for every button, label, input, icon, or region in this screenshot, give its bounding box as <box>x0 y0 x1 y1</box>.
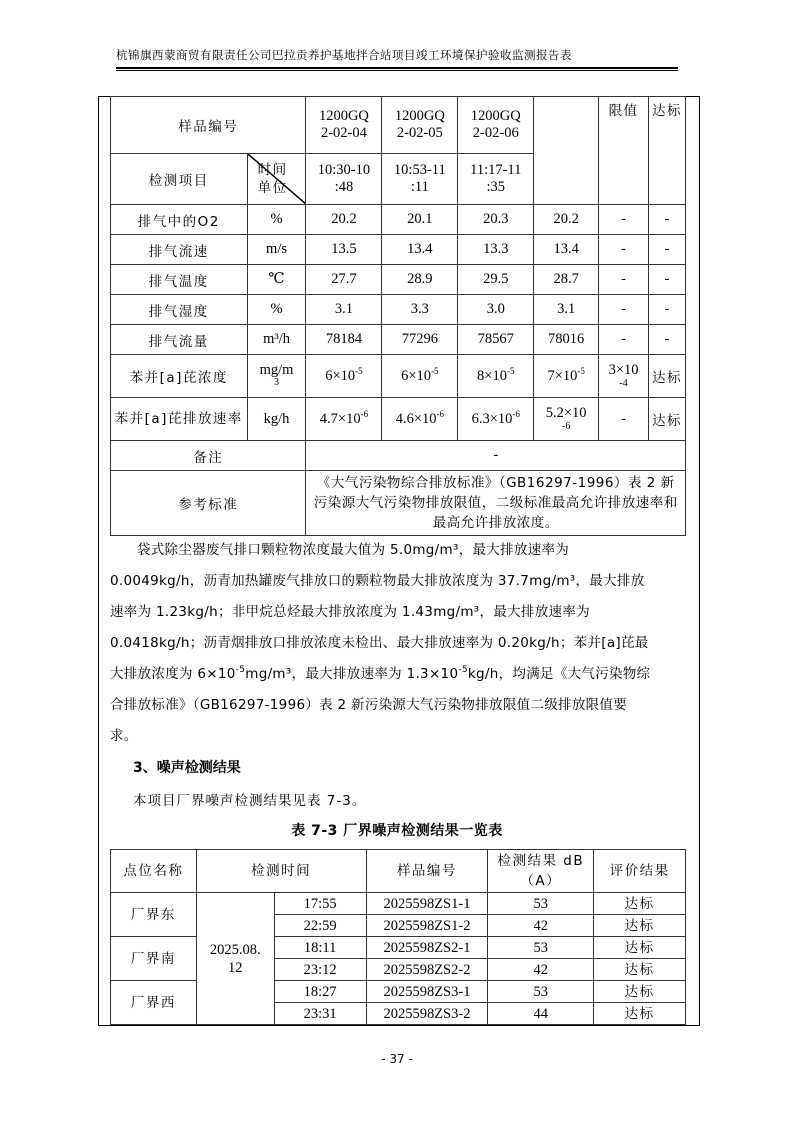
value-cell: $4.6\times 10^{-6}$ <box>382 398 458 441</box>
page-number: - 37 - <box>381 1052 413 1066</box>
average-cell: $7\times 10^{-5}$ <box>534 355 599 398</box>
value-cell: 27.7 <box>306 265 382 295</box>
sample-time-cell: 10:53-11 :11 <box>382 154 458 205</box>
value-cell: $4.7\times 10^{-6}$ <box>306 398 382 441</box>
result-value-cell: 53 <box>488 981 594 1003</box>
item-cell: 苯并[a]芘浓度 <box>111 355 248 398</box>
table-row <box>111 265 686 295</box>
noise-monitoring-table <box>110 849 686 1025</box>
unit-cell: m/s <box>247 235 306 265</box>
table-row <box>111 205 686 235</box>
note-label: 备注 <box>111 441 306 471</box>
sample-id-label: 样品编号 <box>111 97 306 154</box>
result-value-cell: 42 <box>488 959 594 981</box>
unit-cell: % <box>247 205 306 235</box>
item-cell: 排气流量 <box>111 325 248 355</box>
header-divider <box>116 67 678 69</box>
evaluation-cell: 达标 <box>594 981 686 1003</box>
value-cell: $6\times 10^{-5}$ <box>306 355 382 398</box>
sample-id-cell: 2025598ZS2-1 <box>366 937 488 959</box>
reference-label: 参考标准 <box>111 471 306 536</box>
sample-id-cell: 2025598ZS3-1 <box>366 981 488 1003</box>
limit-cell: - <box>599 265 649 295</box>
value-cell: 20.2 <box>306 205 382 235</box>
value-cell: 13.5 <box>306 235 382 265</box>
evaluation-cell: 达标 <box>594 893 686 915</box>
table-row <box>111 295 686 325</box>
paragraph-line: 速率为 1.23kg/h；非甲烷总烃最大排放浓度为 1.43mg/m³，最大排放速率为 <box>110 604 590 620</box>
value-cell: $6.3\times 10^{-6}$ <box>458 398 534 441</box>
value-cell: 20.1 <box>382 205 458 235</box>
table-row-note <box>111 441 686 471</box>
sample-time-cell: 11:17-11 :35 <box>458 154 534 205</box>
header-divider-thin <box>116 70 678 71</box>
result-value-cell: 53 <box>488 937 594 959</box>
compliance-cell: - <box>649 325 686 355</box>
sample-time-cell: 10:30-10 :48 <box>306 154 382 205</box>
time-cell: 23:31 <box>274 1003 366 1025</box>
evaluation-cell: 达标 <box>594 937 686 959</box>
table-row <box>111 893 686 915</box>
unit-cell: % <box>247 295 306 325</box>
result-value-cell: 44 <box>488 1003 594 1025</box>
table-row-bap-rate <box>111 398 686 441</box>
value-cell: 3.3 <box>382 295 458 325</box>
table-row <box>111 235 686 265</box>
value-cell: 3.1 <box>306 295 382 325</box>
time-cell: 22:59 <box>274 915 366 937</box>
compliance-cell: - <box>649 265 686 295</box>
limit-cell: - <box>599 205 649 235</box>
location-cell: 厂界东 <box>111 893 197 937</box>
value-cell: 13.3 <box>458 235 534 265</box>
value-cell: 28.9 <box>382 265 458 295</box>
paragraph-line: 合排放标准》（GB16297-1996）表 2 新污染源大气污染物排放限值二级排放限值要 <box>110 697 628 713</box>
limit-cell: - <box>599 295 649 325</box>
limit-cell: - <box>599 325 649 355</box>
value-cell: 77296 <box>382 325 458 355</box>
value-cell: 3.0 <box>458 295 534 325</box>
time-cell: 18:27 <box>274 981 366 1003</box>
paragraph-line: 大排放浓度为 $6\times 10^{-5}mg/m^3$，最大排放速率为 $1.3\times 10^{-5}kg/h$，均满足《大气污染物综 <box>110 665 651 682</box>
average-header-cell <box>534 97 599 205</box>
unit-cell: kg/h <box>247 398 306 441</box>
col-header-location: 点位名称 <box>111 850 197 893</box>
paragraph-line: 0.0418kg/h；沥青烟排放口排放浓度未检出、最大排放速率为 0.20kg/h；苯并[a]芘最 <box>110 635 649 651</box>
col-header-evaluation: 评价结果 <box>594 850 686 893</box>
average-cell: 78016 <box>534 325 599 355</box>
time-cell: 17:55 <box>274 893 366 915</box>
unit-label: 单位 <box>257 180 288 196</box>
sample-id-cell: 1200GQ 2-02-04 <box>306 97 382 154</box>
result-value-cell: 53 <box>488 893 594 915</box>
item-cell: 苯并[a]芘排放速率 <box>111 398 248 441</box>
table-header-row <box>111 97 686 154</box>
value-cell: $8\times 10^{-5}$ <box>458 355 534 398</box>
section-heading-noise: 3、噪声检测结果 <box>133 760 241 776</box>
value-cell: $6\times 10^{-5}$ <box>382 355 458 398</box>
average-cell: 13.4 <box>534 235 599 265</box>
average-cell: 20.2 <box>534 205 599 235</box>
item-cell: 排气温度 <box>111 265 248 295</box>
col-header-sample-id: 样品编号 <box>366 850 488 893</box>
col-header-result: 检测结果 dB （A） <box>488 850 594 893</box>
compliance-cell: - <box>649 295 686 325</box>
paragraph-line: 求。 <box>110 728 138 744</box>
value-cell: 13.4 <box>382 235 458 265</box>
limit-header: 限值 <box>599 97 649 205</box>
location-cell: 厂界西 <box>111 981 197 1025</box>
item-cell: 排气湿度 <box>111 295 248 325</box>
time-cell: 23:12 <box>274 959 366 981</box>
limit-cell: - <box>599 398 649 441</box>
value-cell: 78184 <box>306 325 382 355</box>
evaluation-cell: 达标 <box>594 1003 686 1025</box>
compliance-cell: - <box>649 205 686 235</box>
compliance-cell: 达标 <box>649 398 686 441</box>
compliance-header: 达标 <box>649 97 686 205</box>
sample-id-cell: 2025598ZS1-2 <box>366 915 488 937</box>
average-cell: 3.1 <box>534 295 599 325</box>
time-label: 时间 <box>257 162 288 178</box>
sample-id-cell: 2025598ZS1-1 <box>366 893 488 915</box>
reference-value: 《大气污染物综合排放标准》（GB16297-1996）表 2 新污染源大气污染物排放限值，二级标准最高允许排放速率和最高允许排放浓度。 <box>306 471 686 536</box>
time-cell: 18:11 <box>274 937 366 959</box>
summary-paragraph <box>110 535 690 752</box>
paragraph-line: 袋式除尘器废气排口颗粒物浓度最大值为 5.0mg/m³，最大排放速率为 <box>137 542 570 558</box>
location-cell: 厂界南 <box>111 937 197 981</box>
table-row-bap-concentration <box>111 355 686 398</box>
average-cell: 28.7 <box>534 265 599 295</box>
table-header-row <box>111 850 686 893</box>
value-cell: 29.5 <box>458 265 534 295</box>
col-header-time: 检测时间 <box>196 850 366 893</box>
item-cell: 排气中的O2 <box>111 205 248 235</box>
note-value: - <box>306 441 686 471</box>
sample-id-cell: 2025598ZS2-2 <box>366 959 488 981</box>
evaluation-cell: 达标 <box>594 915 686 937</box>
average-cell: 5.2×10 -6 <box>534 398 599 441</box>
sample-id-cell: 1200GQ 2-02-05 <box>382 97 458 154</box>
unit-cell: mg/m 3 <box>247 355 306 398</box>
table-caption: 表 7-3 厂界噪声检测结果一览表 <box>291 823 503 839</box>
result-value-cell: 42 <box>488 915 594 937</box>
compliance-cell: - <box>649 235 686 265</box>
sample-id-cell: 2025598ZS3-2 <box>366 1003 488 1025</box>
item-label: 检测项目 <box>111 154 248 205</box>
emission-monitoring-table <box>110 96 686 536</box>
unit-cell: ℃ <box>247 265 306 295</box>
table-row-reference <box>111 471 686 536</box>
section-intro: 本项目厂界噪声检测结果见表 7-3。 <box>133 793 367 809</box>
value-cell: 20.3 <box>458 205 534 235</box>
report-header-title: 杭锦旗西蒙商贸有限责任公司巴拉贡养护基地拌合站项目竣工环境保护验收监测报告表 <box>116 48 572 62</box>
sample-id-cell: 1200GQ 2-02-06 <box>458 97 534 154</box>
compliance-cell: 达标 <box>649 355 686 398</box>
limit-cell: 3×10 -4 <box>599 355 649 398</box>
date-cell: 2025.08. 12 <box>196 893 274 1025</box>
time-unit-diagonal-cell <box>247 154 306 205</box>
item-cell: 排气流速 <box>111 235 248 265</box>
evaluation-cell: 达标 <box>594 959 686 981</box>
paragraph-line: 0.0049kg/h，沥青加热罐废气排放口的颗粒物最大排放浓度为 37.7mg/m³，最大排放 <box>110 573 645 589</box>
table-row <box>111 325 686 355</box>
unit-cell: m³/h <box>247 325 306 355</box>
limit-cell: - <box>599 235 649 265</box>
value-cell: 78567 <box>458 325 534 355</box>
